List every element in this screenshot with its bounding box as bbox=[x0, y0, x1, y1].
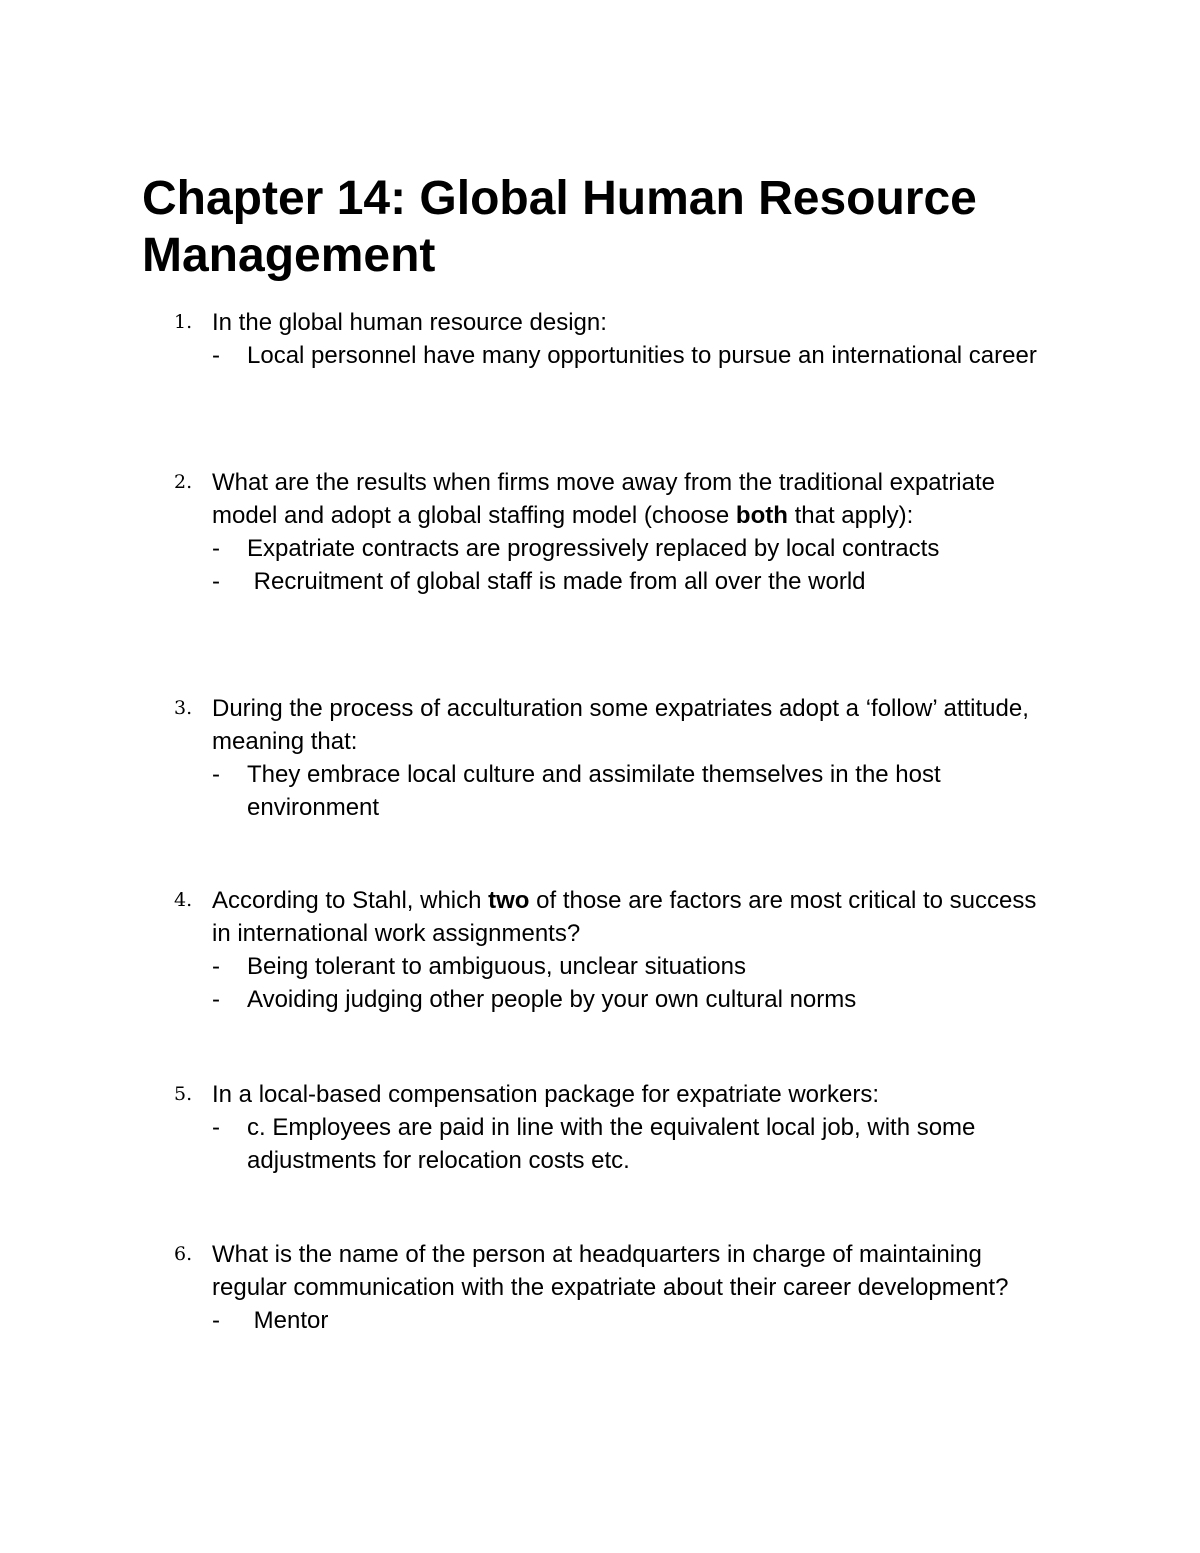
question-text-part: that apply): bbox=[787, 502, 914, 529]
question-line bbox=[0, 1238, 1200, 1304]
dash-bullet: - bbox=[212, 986, 220, 1013]
answer-item bbox=[0, 532, 1200, 565]
answer-item bbox=[0, 758, 1200, 824]
question-5 bbox=[0, 1078, 1200, 1177]
dash-bullet: - bbox=[212, 342, 220, 369]
question-number: 6. bbox=[174, 1243, 193, 1265]
question-4 bbox=[0, 884, 1200, 1016]
question-text: In a local-based compensation package for expatriate workers: bbox=[212, 1081, 880, 1108]
answer-text: Avoiding judging other people by your own cultural norms bbox=[247, 986, 857, 1013]
question-text-part: of those are factors are most critical to success in international work assignments? bbox=[212, 887, 1037, 947]
question-2 bbox=[0, 466, 1200, 598]
answer-item bbox=[0, 1111, 1200, 1177]
question-text: What is the name of the person at headquarters in charge of maintaining regular communication with the expatriate about their career development? bbox=[212, 1241, 1009, 1301]
answer-text: Expatriate contracts are progressively replaced by local contracts bbox=[247, 535, 940, 562]
question-number: 5. bbox=[174, 1083, 193, 1105]
question-line bbox=[0, 306, 1200, 339]
dash-bullet: - bbox=[212, 761, 220, 788]
dash-bullet: - bbox=[212, 535, 220, 562]
dash-bullet: - bbox=[212, 568, 220, 595]
question-number: 3. bbox=[174, 697, 193, 719]
answer-text: Mentor bbox=[247, 1307, 329, 1334]
answer-item bbox=[0, 565, 1200, 598]
question-line bbox=[0, 466, 1200, 532]
question-number: 1. bbox=[174, 311, 193, 333]
question-text bbox=[212, 884, 1042, 950]
dash-bullet: - bbox=[212, 953, 220, 980]
answer-text: They embrace local culture and assimilate themselves in the host environment bbox=[247, 761, 948, 821]
question-line bbox=[0, 884, 1200, 950]
answer-text: c. Employees are paid in line with the equivalent local job, with some adjustments for relocation costs etc. bbox=[247, 1114, 983, 1174]
answer-text: Recruitment of global staff is made from all over the world bbox=[247, 568, 866, 595]
question-text: During the process of acculturation some expatriates adopt a ‘follow’ attitude, meaning that: bbox=[212, 695, 1029, 755]
answer-text: Local personnel have many opportunities to pursue an international career bbox=[247, 342, 1037, 369]
question-number: 4. bbox=[174, 889, 193, 911]
dash-bullet: - bbox=[212, 1307, 220, 1334]
question-number: 2. bbox=[174, 471, 193, 493]
question-3 bbox=[0, 692, 1200, 824]
question-text bbox=[212, 466, 1042, 532]
answer-item bbox=[0, 983, 1200, 1016]
page-title: Chapter 14: Global Human Resource Management bbox=[142, 172, 977, 282]
question-6 bbox=[0, 1238, 1200, 1337]
question-text-part: According to Stahl, which bbox=[212, 887, 489, 914]
question-text-bold: two bbox=[488, 887, 530, 914]
question-text: In the global human resource design: bbox=[212, 309, 607, 336]
question-text-part: What are the results when firms move away from the traditional expatriate model and adopt a global staffing model (choose bbox=[212, 469, 995, 529]
answer-item bbox=[0, 1304, 1200, 1337]
question-1 bbox=[0, 306, 1200, 372]
question-text-bold: both bbox=[735, 502, 788, 529]
answer-item bbox=[0, 950, 1200, 983]
answer-text: Being tolerant to ambiguous, unclear situations bbox=[247, 953, 746, 980]
question-line bbox=[0, 692, 1200, 758]
answer-item bbox=[0, 339, 1200, 372]
dash-bullet: - bbox=[212, 1114, 220, 1141]
question-line bbox=[0, 1078, 1200, 1111]
